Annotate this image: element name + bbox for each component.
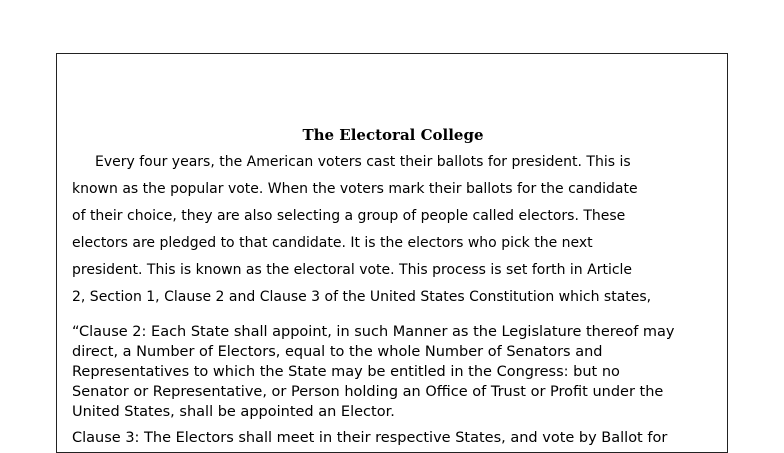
paragraph-line: president. This is known as the electoral vote. This process is set forth in Article [72,262,633,278]
quote-line: Representatives to which the State may be entitled in the Congress: but no [72,364,620,380]
quote-line: direct, a Number of Electors, equal to the whole Number of Senators and [72,344,603,360]
quote-line: Senator or Representative, or Person holding an Office of Trust or Profit under the [72,384,664,400]
quote-line: “Clause 2: Each State shall appoint, in such Manner as the Legislature thereof may [72,324,675,340]
quote-line: Clause 3: The Electors shall meet in their respective States, and vote by Ballot for [72,430,668,446]
clause-3-quote [72,428,722,448]
paragraph-line: of their choice, they are also selecting a group of people called electors. These [72,208,626,224]
paragraph-line: electors are pledged to that candidate. It is the electors who pick the next [72,235,593,251]
document-page [56,53,728,453]
document-title: The Electoral College [302,126,484,144]
paragraph-line: known as the popular vote. When the voters mark their ballots for the candidate [72,181,638,197]
quote-line: United States, shall be appointed an Elector. [72,404,395,420]
clause-2-quote [72,322,722,422]
intro-paragraph [72,149,722,311]
paragraph-line: 2, Section 1, Clause 2 and Clause 3 of the United States Constitution which states, [72,289,652,305]
paragraph-line: Every four years, the American voters cast their ballots for president. This is [95,154,631,170]
